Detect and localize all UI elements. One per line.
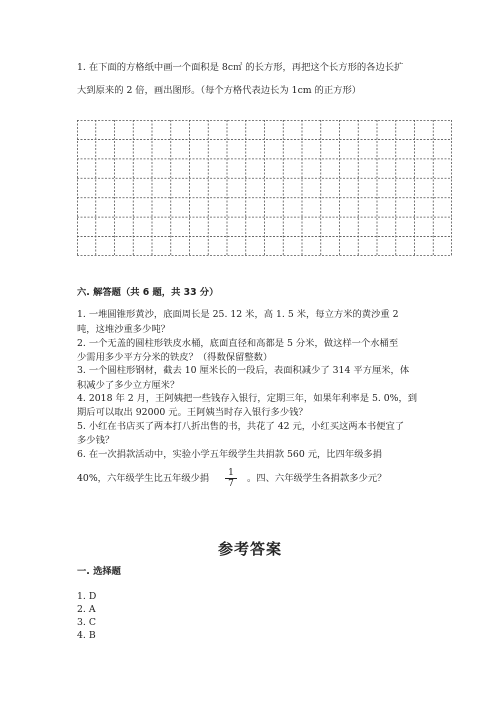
question-6-continuation-left: 40%，六年级学生比五年级少捐: [77, 473, 210, 484]
question-1-line-1: 1. 在下面的方格纸中画一个面积是 8c㎡ 的长方形，再把这个长方形的各边长扩: [77, 62, 404, 73]
answer-item: 2. A: [77, 604, 96, 615]
answer-item: 1. D: [77, 591, 97, 602]
question-6-continuation-right: 。四、六年级学生各捐款多少元？: [247, 473, 387, 484]
question-line: 4. 2018 年 2 月，王阿姨把一些钱存入银行，定期三年，如果年利率是 5. 0%，到: [77, 393, 418, 404]
question-line: 5. 小红在书店买了两本打八折出售的书，共花了 42 元，小红买这两本书便宜了: [77, 421, 405, 432]
question-line: 多少钱？: [77, 435, 115, 446]
grid-paper: [77, 120, 452, 256]
section-6-heading: 六. 解答题（共 6 题，共 33 分）: [77, 287, 219, 298]
fraction-numerator: 1: [225, 468, 237, 479]
question-line: 3. 一个圆柱形钢材，截去 10 厘米长的一段后，表面积减少了 314 平方厘米，体: [77, 365, 410, 376]
question-line: 吨，这堆沙重多少吨？: [77, 324, 170, 335]
answers-section-heading: 一. 选择题: [77, 566, 121, 577]
question-line: 6. 在一次捐款活动中，实验小学五年级学生共捐款 560 元，比四年级多捐: [77, 449, 383, 460]
answer-item: 4. B: [77, 630, 96, 641]
question-line: 少需用多少平方分米的铁皮？（得数保留整数）: [77, 352, 273, 363]
question-1-line-2: 大到原来的 2 倍，画出图形。（每个方格代表边长为 1cm 的正方形）: [77, 85, 362, 96]
answers-title: 参考答案: [217, 540, 282, 558]
fraction-one-seventh: [225, 468, 237, 490]
question-line: 1. 一堆圆锥形黄沙，底面周长是 25. 12 米，高 1. 5 米，每立方米的黄沙重 2: [77, 309, 399, 320]
fraction-denominator: 7: [228, 479, 234, 489]
question-line: 积减少了多少立方厘米？: [77, 380, 180, 391]
question-line: 期后可以取出 92000 元。王阿姨当时存入银行多少钱？: [77, 407, 308, 418]
answer-item: 3. C: [77, 617, 96, 628]
question-line: 2. 一个无盖的圆柱形铁皮水桶，底面直径和高都是 5 分米，做这样一个水桶至: [77, 338, 399, 349]
